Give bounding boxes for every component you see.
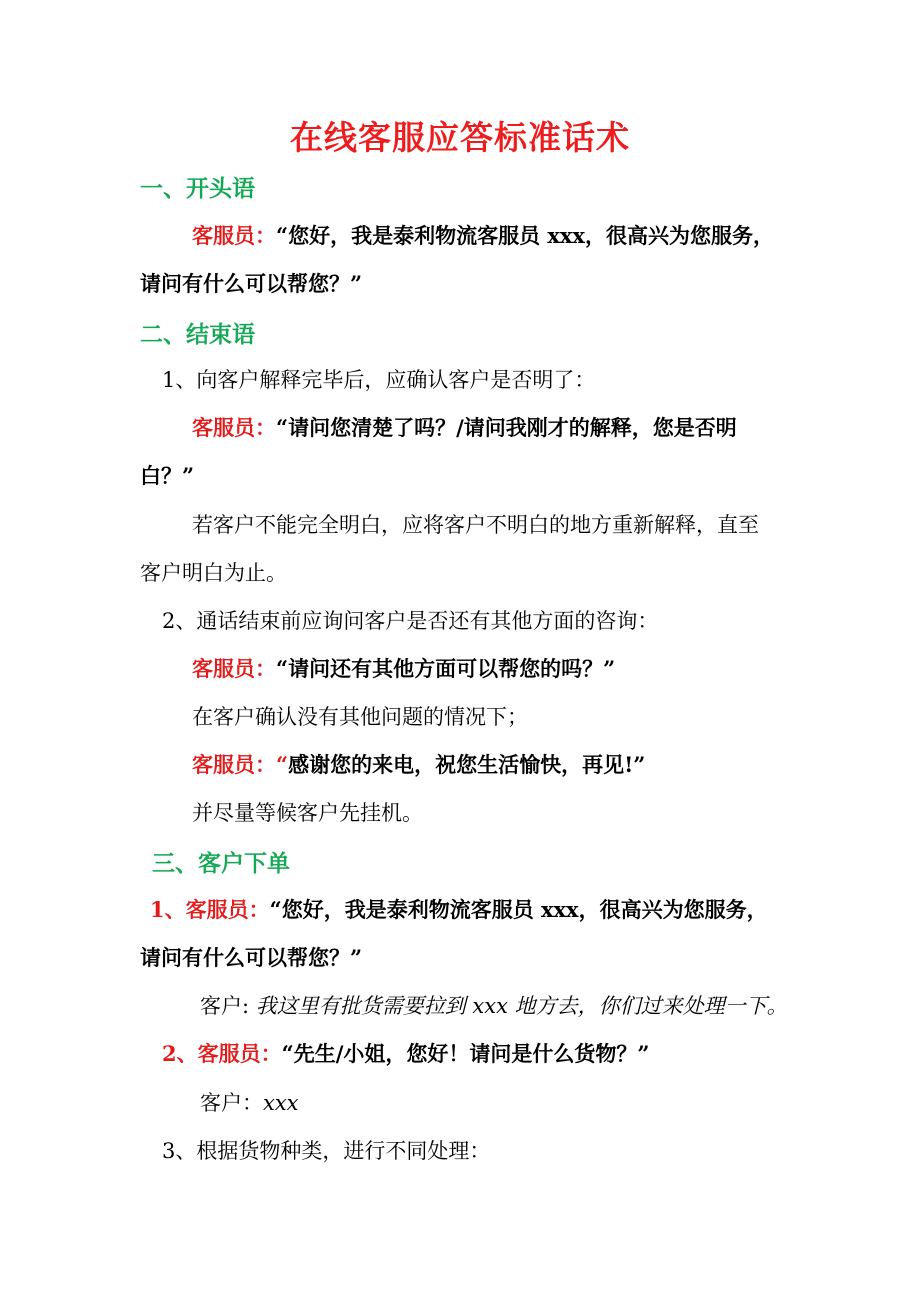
- closing-step1: 1、向客户解释完毕后，应确认客户是否明了：: [162, 368, 596, 392]
- item2-quote: “先生/小姐，您好！请问是什么货物？”: [281, 1041, 650, 1066]
- item1-quote-line1: “您好，我是泰利物流客服员 xxx，很高兴为您服务，: [269, 897, 768, 922]
- section-heading-order: 三、客户下单: [152, 850, 290, 877]
- order-item3: 3、根据货物种类，进行不同处理：: [162, 1139, 491, 1163]
- customer-reply2-text: xxx: [263, 1091, 299, 1115]
- confirm-quote-line1: “请问您清楚了吗？/请问我刚才的解释，您是否明: [276, 415, 737, 440]
- ask-quote: “请问还有其他方面可以帮您的吗？”: [276, 656, 616, 681]
- customer-label: 客户:: [200, 994, 250, 1018]
- customer-reply1: [200, 990, 788, 1020]
- order-item1-line1: [150, 894, 768, 924]
- closing-note1-line1: 若客户不能完全明白，应将客户不明白的地方重新解释，直至: [192, 513, 759, 537]
- customer-reply2: [200, 1087, 299, 1117]
- confirm-script-line2: 白？”: [140, 463, 195, 488]
- closing-note1-line2: 客户明白为止。: [140, 561, 287, 585]
- opening-script-line1: [192, 220, 774, 250]
- ask-script: [192, 653, 615, 683]
- order-item2: [162, 1038, 649, 1068]
- closing-note2: 在客户确认没有其他问题的情况下；: [192, 705, 528, 729]
- farewell-script: [192, 749, 645, 779]
- confirm-script-line1: [192, 412, 737, 442]
- document-title: 在线客服应答标准话术: [290, 118, 630, 157]
- farewell-quote-mark: “: [276, 752, 289, 777]
- farewell-quote: 感谢您的来电，祝您生活愉快，再见!”: [288, 752, 646, 777]
- item2-prefix: 2、客服员：: [162, 1041, 282, 1066]
- opening-quote-line1: “您好，我是泰利物流客服员 xxx，很高兴为您服务，: [276, 223, 774, 248]
- order-item1-line2: 请问有什么可以帮您？”: [140, 945, 363, 970]
- closing-step2: 2、通话结束前应询问客户是否还有其他方面的咨询：: [162, 609, 659, 633]
- closing-note3: 并尽量等候客户先挂机。: [192, 801, 423, 825]
- speaker-label: 客服员：: [192, 752, 276, 777]
- speaker-label: 客服员：: [192, 223, 276, 248]
- item1-prefix: 1、客服员：: [150, 897, 270, 922]
- section-heading-opening: 一、开头语: [140, 175, 255, 202]
- section-heading-closing: 二、结束语: [140, 321, 255, 348]
- opening-script-line2: 请问有什么可以帮您？”: [140, 271, 363, 296]
- customer-label: 客户：: [200, 1091, 263, 1115]
- speaker-label: 客服员：: [192, 415, 276, 440]
- speaker-label: 客服员：: [192, 656, 276, 681]
- customer-reply1-text: 我这里有批货需要拉到 xxx 地方去，你们过来处理一下。: [249, 994, 788, 1018]
